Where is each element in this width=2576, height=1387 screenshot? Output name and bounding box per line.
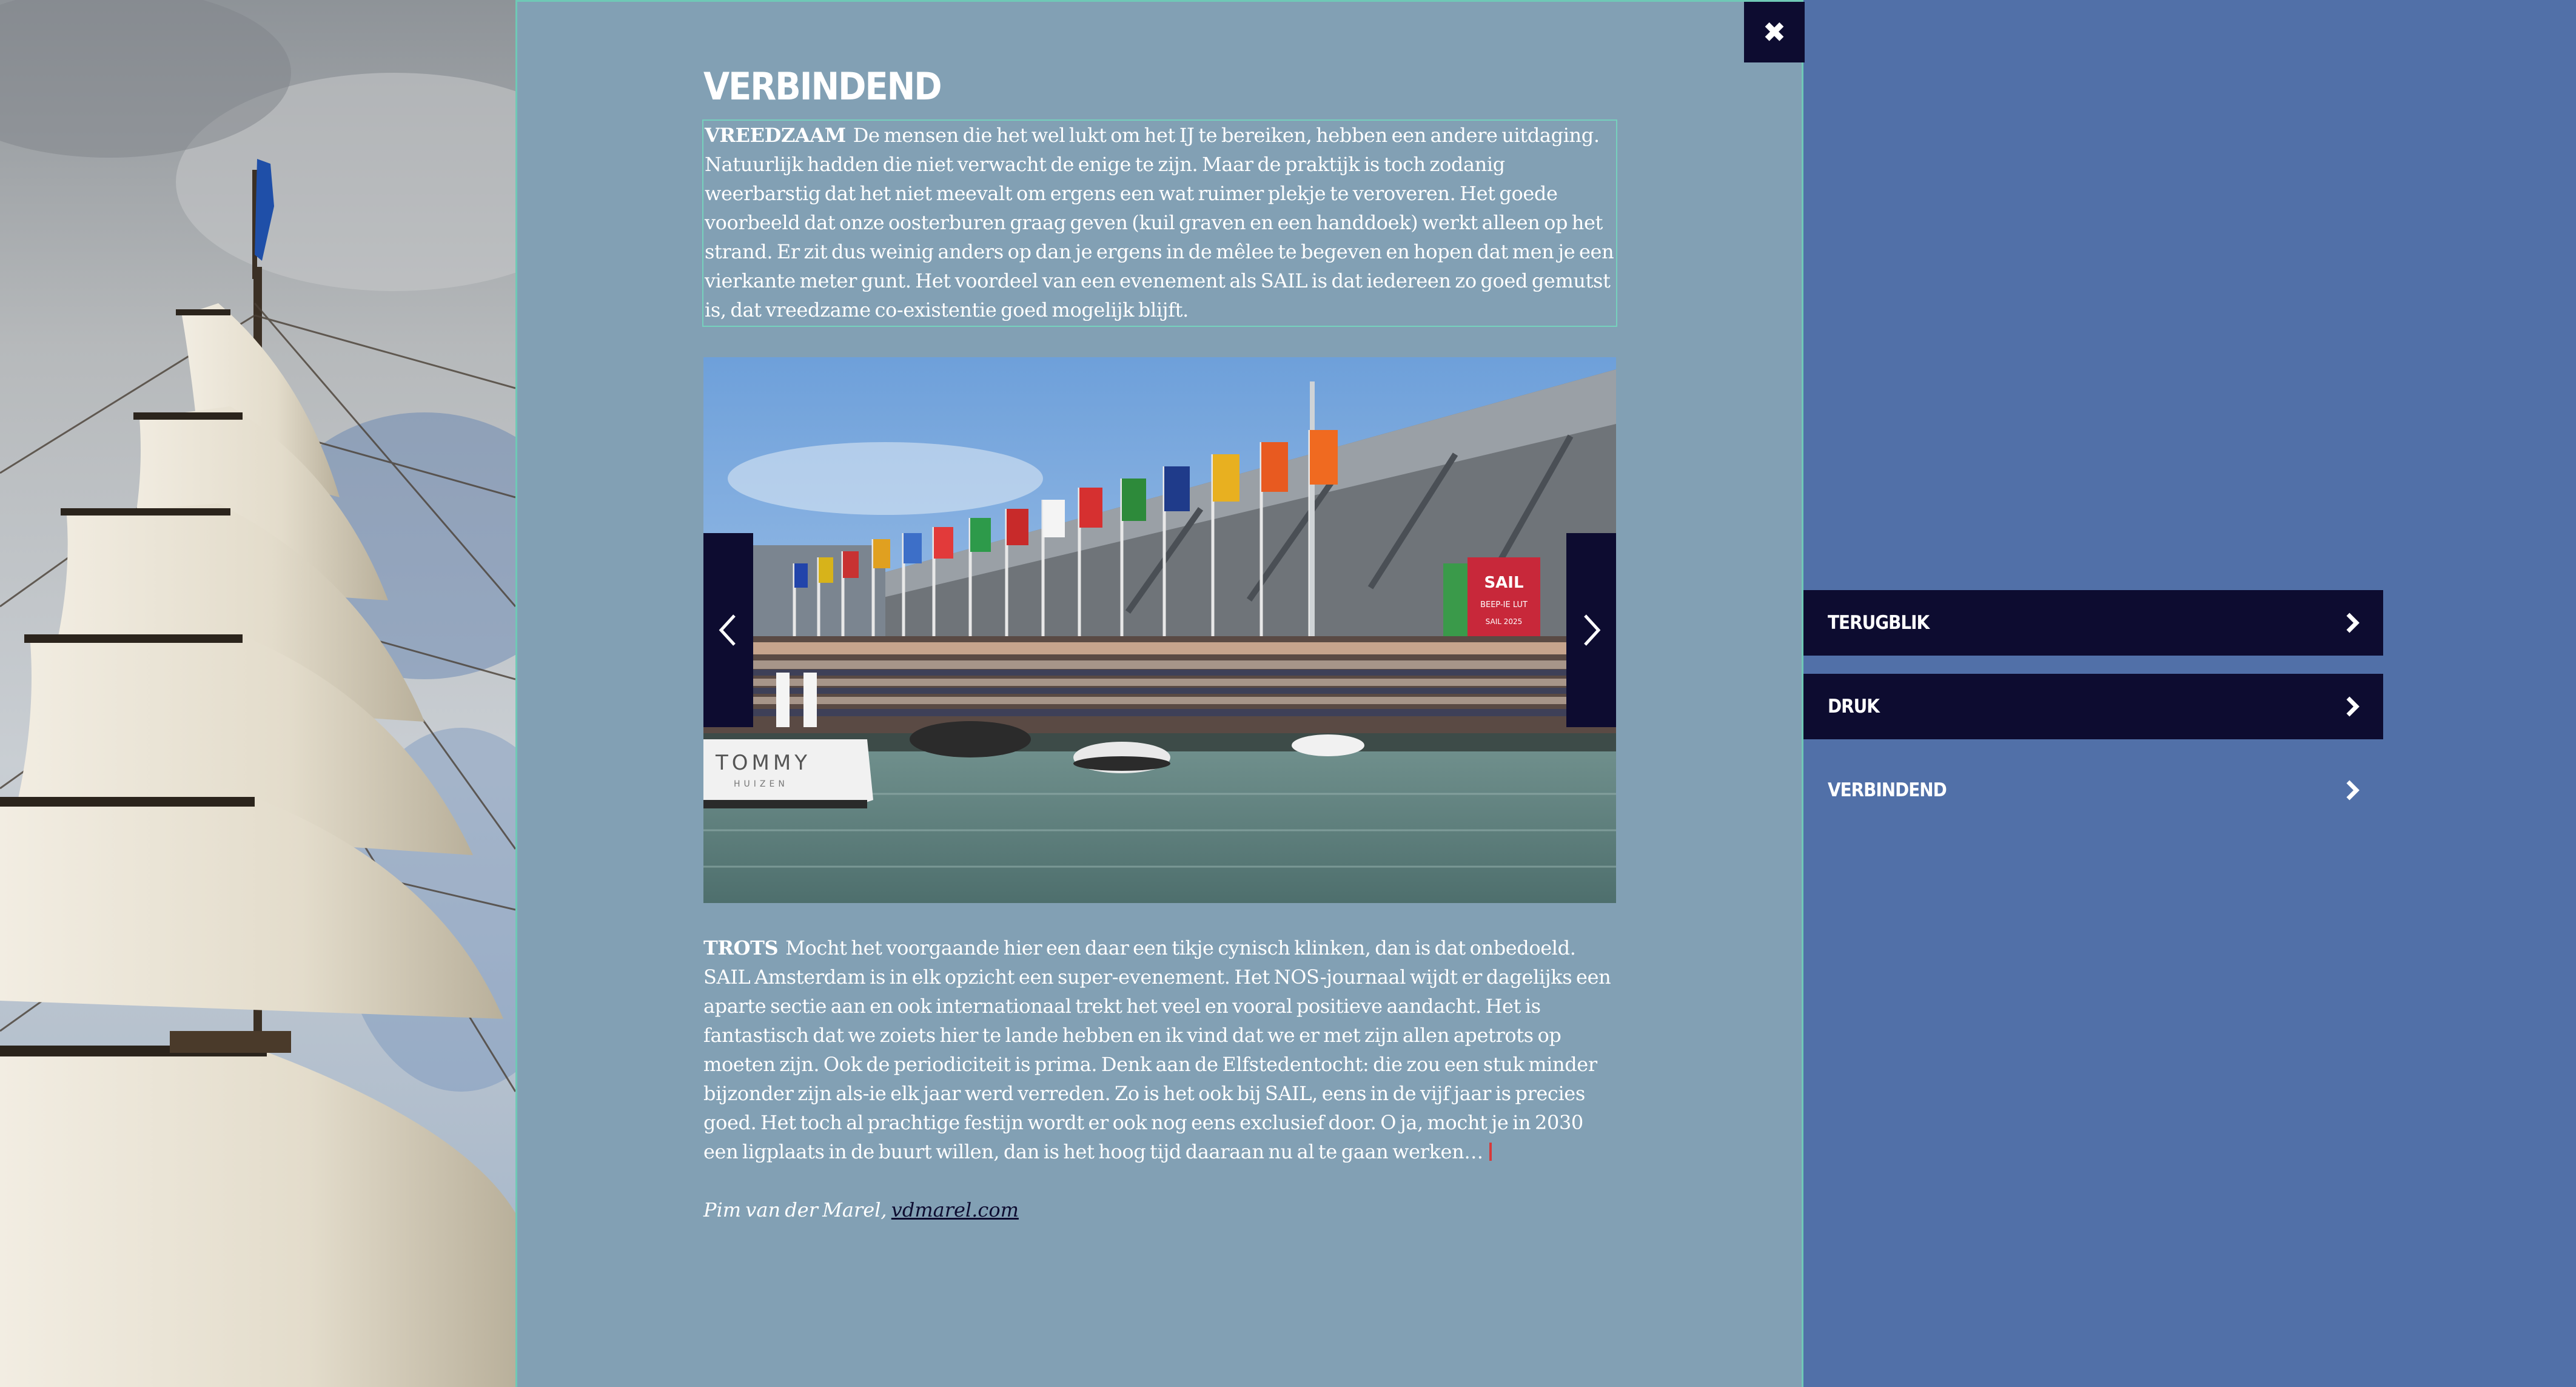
chapter-nav (1803, 590, 2383, 841)
nav-item-label: VERBINDEND (1828, 779, 1947, 801)
nav-item-verbindend[interactable] (1803, 757, 2383, 823)
paragraph-text: De mensen die het wel lukt om het IJ te bereiken, hebben een andere uitdaging. Natuurlijk hadden die niet verwacht de enige te zijn. Maar de praktijk is toch zodanig weerbarstig dat het niet meevalt om ergens een wat ruimer plekje te veroveren. Het goede voorbeeld dat onze oosterburen graag geven (kuil graven en een handdoek) werkt alleen op het strand. Er zit dus weinig anders op dan je ergens in de mêlee te begeven en hopen dat men je een vierkante meter gunt. Het voordeel van een evenement als SAIL is dat iedereen zo goed gemutst is, dat vreedzame co-existentie goed mogelijk blijft. (705, 124, 1614, 321)
end-mark (1489, 1143, 1492, 1161)
close-icon: ✖ (1762, 16, 1786, 49)
slider-prev-button[interactable] (703, 533, 753, 727)
chevron-right-icon (1579, 612, 1603, 648)
chevron-right-icon (2343, 611, 2361, 635)
sail-crowd-photo (703, 357, 1616, 903)
paragraph-lead: TROTS (703, 936, 779, 959)
ship-photo (0, 0, 515, 1387)
boat-sub: HUIZEN (734, 779, 788, 789)
slider-next-button[interactable] (1566, 533, 1616, 727)
chevron-right-icon (2343, 694, 2361, 719)
paragraph-trots (703, 933, 1616, 1166)
article-content (703, 61, 1616, 1224)
banner-text: SAIL (1484, 574, 1524, 592)
chevron-right-icon (2343, 778, 2361, 802)
paragraph-text: Mocht het voorgaande hier een daar een tikje cynisch klinken, dan is dat onbedoeld. SAIL Amsterdam is in elk opzicht een super-evenement. Het NOS-journaal wijdt er dagelijks een aparte sectie aan en ook internationaal trekt het veel en vooral positieve aandacht. Het is fantastisch dat we zoiets hier te lande hebben en ik vind dat we er met zijn allen apetrots op moeten zijn. Ook de periodiciteit is prima. Denk aan de Elfstedentocht: die zou een stuk minder bijzonder zijn als-ie elk jaar werd verreden. Zo is het ook bij SAIL, eens in de vijf jaar is precies goed. Het toch al prachtige festijn wordt er ook nog eens exclusief door. O ja, mocht je in 2030 een ligplaats in de buurt willen, dan is het hoog tijd daaraan nu al te gaan werken… (703, 936, 1611, 1163)
image-slider (703, 357, 1616, 903)
nav-item-terugblik[interactable] (1803, 590, 2383, 656)
byline-link[interactable]: vdmarel.com (891, 1198, 1019, 1221)
banner-sub: BEEP-IE LUT (1480, 600, 1528, 610)
nav-item-label: TERUGBLIK (1828, 612, 1930, 634)
banner-year: SAIL 2025 (1485, 617, 1523, 626)
paragraph-lead: VREEDZAAM (705, 124, 846, 147)
nav-item-label: DRUK (1828, 696, 1879, 717)
tall-ship-illustration (0, 0, 515, 1387)
byline-author: Pim van der Marel, (703, 1198, 887, 1221)
boat-brand: TOMMY (716, 751, 811, 775)
close-button[interactable] (1744, 2, 1805, 62)
nav-item-druk[interactable] (1803, 674, 2383, 739)
chevron-left-icon (716, 612, 740, 648)
article-panel (515, 0, 1803, 1387)
byline (703, 1195, 1616, 1224)
page-title: VERBINDEND (703, 64, 941, 109)
paragraph-vreedzaam (703, 121, 1616, 326)
